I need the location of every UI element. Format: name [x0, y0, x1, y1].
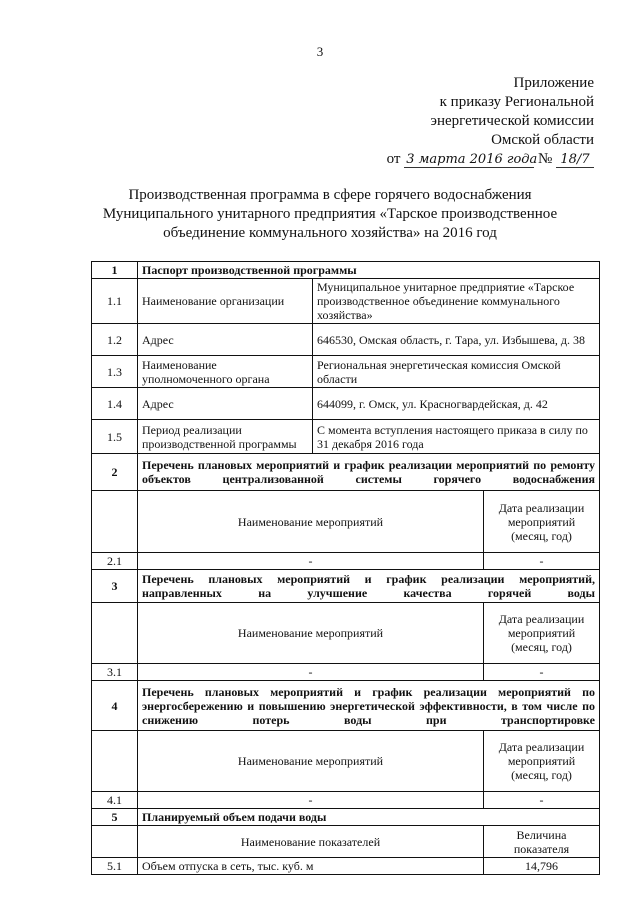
column-header-date: Дата реализации мероприятий (месяц, год) [484, 731, 600, 792]
header-row [92, 603, 600, 664]
row-number: 1.3 [92, 356, 138, 388]
indicator-name: Объем отпуска в сеть, тыс. куб. м [138, 858, 484, 875]
order-prefix: от [386, 151, 401, 167]
row-number: 1.4 [92, 388, 138, 420]
activity-date: - [484, 664, 600, 681]
column-header-activity: Наименование мероприятий [138, 731, 484, 792]
section-2-row [92, 454, 600, 491]
table-row [92, 664, 600, 681]
section-number: 1 [92, 262, 138, 279]
row-number: 3.1 [92, 664, 138, 681]
empty-cell [92, 826, 138, 858]
page-number: 3 [316, 44, 324, 59]
row-value: Региональная энергетическая комиссия Омской области [313, 356, 600, 388]
activity-date: - [484, 553, 600, 570]
table-row [92, 420, 600, 454]
production-program-table [91, 261, 600, 875]
column-header-activity: Наименование мероприятий [138, 603, 484, 664]
order-line [387, 150, 594, 169]
section-title: Перечень плановых мероприятий и график реализации мероприятий, направленных на улучшение качества горячей воды [138, 570, 600, 603]
row-label: Наименование организации [138, 279, 313, 324]
indicator-value: 14,796 [484, 858, 600, 875]
row-label: Наименование уполномоченного органа [138, 356, 313, 388]
activity-date: - [484, 792, 600, 809]
column-header-date: Дата реализации мероприятий (месяц, год) [484, 491, 600, 553]
row-value: Муниципальное унитарное предприятие «Тарское производственное объединение коммунального хозяйства» [313, 279, 600, 324]
table-row [92, 324, 600, 356]
activity-name: - [138, 553, 484, 570]
appendix-line: Приложение [513, 75, 594, 91]
table-row [92, 388, 600, 420]
column-header-indicator: Наименование показателей [138, 826, 484, 858]
row-label: Период реализации производственной программы [138, 420, 313, 454]
title-line: Муниципального унитарного предприятия «Тарское производственное [102, 206, 558, 222]
section-1-row [92, 262, 600, 279]
appendix-block [387, 74, 594, 169]
section-title: Планируемый объем подачи воды [138, 809, 600, 826]
appendix-line: энергетической комиссии [430, 113, 594, 129]
activity-name: - [138, 792, 484, 809]
section-title: Перечень плановых мероприятий и график реализации мероприятий по энергосбережению и повышению энергетической эффективности, в том числе по снижению потерь воды при транспортировке [138, 681, 600, 731]
order-date-handwritten: 3 марта 2016 года [406, 152, 538, 167]
table-row [92, 553, 600, 570]
row-value: С момента вступления настоящего приказа в силу по 31 декабря 2016 года [313, 420, 600, 454]
column-header-activity: Наименование мероприятий [138, 491, 484, 553]
header-row [92, 491, 600, 553]
title-line: Производственная программа в сфере горячего водоснабжения [128, 187, 532, 203]
header-row [92, 731, 600, 792]
column-header-value: Величина показателя [484, 826, 600, 858]
empty-cell [92, 731, 138, 792]
column-header-date: Дата реализации мероприятий (месяц, год) [484, 603, 600, 664]
section-title: Паспорт производственной программы [138, 262, 600, 279]
empty-cell [92, 491, 138, 553]
header-row [92, 826, 600, 858]
table-row [92, 858, 600, 875]
section-4-row [92, 681, 600, 731]
row-label: Адрес [138, 388, 313, 420]
document-title [60, 186, 600, 243]
row-value: 646530, Омская область, г. Тара, ул. Избышева, д. 38 [313, 324, 600, 356]
section-number: 3 [92, 570, 138, 603]
title-line: объединение коммунального хозяйства» на 2016 год [163, 225, 497, 241]
row-number: 1.1 [92, 279, 138, 324]
section-number: 2 [92, 454, 138, 491]
appendix-line: Омской области [491, 132, 594, 148]
section-5-row [92, 809, 600, 826]
table-row [92, 356, 600, 388]
row-number: 1.2 [92, 324, 138, 356]
table-row [92, 279, 600, 324]
order-no-handwritten: 18/7 [556, 152, 594, 168]
row-number: 5.1 [92, 858, 138, 875]
row-label: Адрес [138, 324, 313, 356]
activity-name: - [138, 664, 484, 681]
section-title: Перечень плановых мероприятий и график реализации мероприятий по ремонту объектов централизованной системы горячего водоснабжения [138, 454, 600, 491]
section-3-row [92, 570, 600, 603]
table-row [92, 792, 600, 809]
row-value: 644099, г. Омск, ул. Красногвардейская, д. 42 [313, 388, 600, 420]
row-number: 1.5 [92, 420, 138, 454]
section-number: 4 [92, 681, 138, 731]
row-number: 4.1 [92, 792, 138, 809]
empty-cell [92, 603, 138, 664]
appendix-line: к приказу Региональной [439, 94, 594, 110]
section-number: 5 [92, 809, 138, 826]
order-no-label: № [537, 151, 553, 167]
row-number: 2.1 [92, 553, 138, 570]
